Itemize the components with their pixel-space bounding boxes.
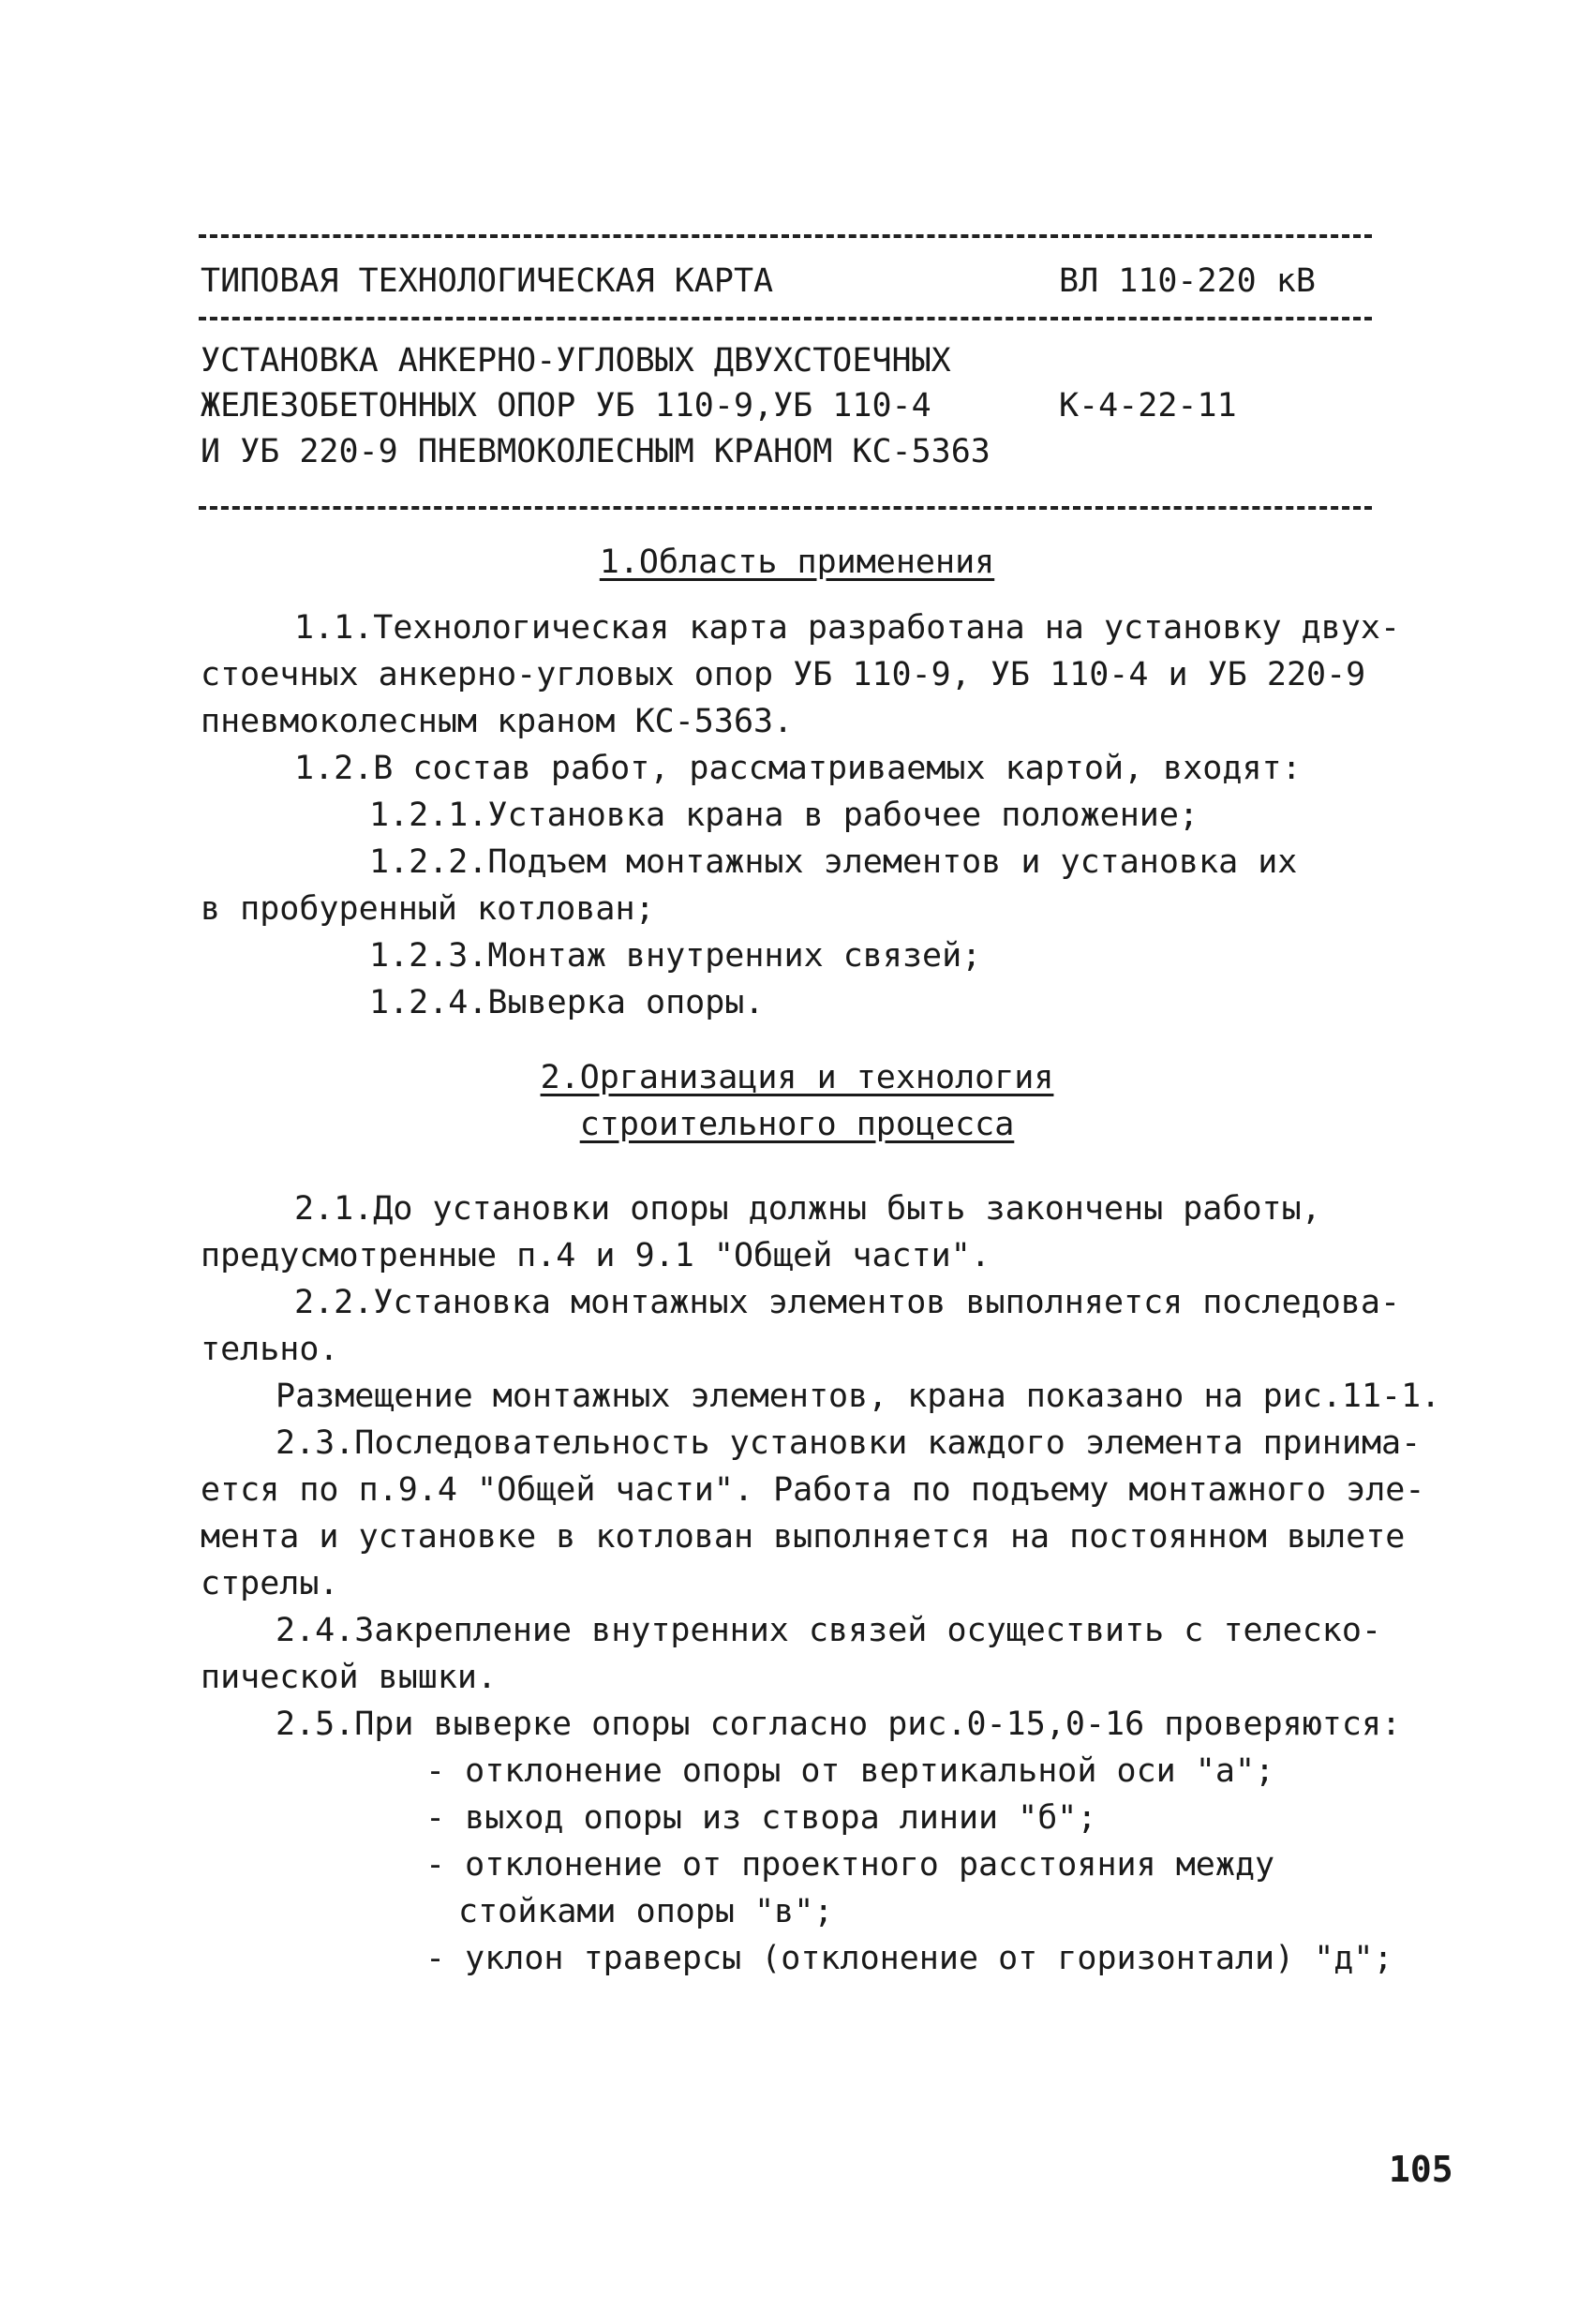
section-1-line: 1.2.3.Монтаж внутренних связей; (369, 937, 982, 975)
section-1-line: 1.1.Технологическая карта разработана на установку двух- (294, 609, 1401, 647)
header-subject-line-2: ЖЕЛЕЗОБЕТОННЫХ ОПОР УБ 110-9,УБ 110-4 (201, 387, 931, 425)
section-2-body (201, 1185, 1441, 1982)
section-2-line: 2.3.Последовательность установки каждого элемента принима- (276, 1424, 1422, 1462)
section-1-line: 1.2.В состав работ, рассматриваемых картой, входят: (294, 750, 1302, 787)
dashed-rule-top (199, 234, 1372, 238)
section-1-line: в пробуренный котлован; (201, 890, 655, 928)
section-1-line: пневмоколесным краном КС-5363. (201, 703, 794, 740)
dashed-rule-bottom (199, 506, 1372, 510)
section-2-line: мента и установке в котлован выполняется на постоянном вылете (201, 1518, 1406, 1556)
header-subject-line-1: УСТАНОВКА АНКЕРНО-УГЛОВЫХ ДВУХСТОЕЧНЫХ (201, 342, 951, 380)
section-2-line: стрелы. (201, 1565, 339, 1602)
section-2-line: предусмотренные п.4 и 9.1 "Общей части". (201, 1237, 991, 1274)
section-2-title-line-1: 2.Организация и технология (540, 1059, 1054, 1096)
section-2-line: 2.1.До установки опоры должны быть закончены работы, (294, 1190, 1321, 1228)
section-2-title-line-2: строительного процесса (579, 1106, 1015, 1143)
section-2-line: ется по п.9.4 "Общей части". Работа по подъему монтажного эле- (201, 1471, 1425, 1509)
header-title: ТИПОВАЯ ТЕХНОЛОГИЧЕСКАЯ КАРТА (201, 262, 774, 300)
section-2-bullet: - уклон траверсы (отклонение от горизонтали) "д"; (425, 1940, 1393, 1977)
section-1-title: 1.Область применения (599, 544, 995, 581)
section-2-line: пической вышки. (201, 1659, 498, 1696)
section-2-bullet: - отклонение опоры от вертикальной оси "а"; (425, 1752, 1275, 1790)
section-2-bullet: - отклонение от проектного расстояния между (425, 1846, 1275, 1884)
section-1-line: 1.2.1.Установка крана в рабочее положение; (369, 797, 1199, 834)
header-subject-line-3: И УБ 220-9 ПНЕВМОКОЛЕСНЫМ КРАНОМ КС-5363 (201, 433, 991, 470)
section-2-line: Размещение монтажных элементов, крана показано на рис.11-1. (276, 1378, 1441, 1415)
section-2-line: 2.5.При выверке опоры согласно рис.0-15,0-16 проверяются: (276, 1706, 1402, 1743)
section-2-line: 2.4.Закрепление внутренних связей осуществить с телеско- (276, 1612, 1382, 1649)
section-2-bullet-continuation: стойками опоры "в"; (458, 1893, 834, 1930)
section-2-line: тельно. (201, 1331, 339, 1368)
section-2-bullet: - выход опоры из створа линии "б"; (425, 1799, 1097, 1837)
header-voltage: ВЛ 110-220 кВ (1059, 262, 1316, 300)
section-1-body (201, 604, 1401, 1026)
section-2-line: 2.2.Установка монтажных элементов выполняется последова- (294, 1284, 1401, 1321)
section-1-line: 1.2.4.Выверка опоры. (369, 984, 765, 1021)
dashed-rule-middle (199, 317, 1372, 320)
section-1-line: 1.2.2.Подъем монтажных элементов и установка их (369, 843, 1298, 881)
header-code: К-4-22-11 (1059, 387, 1237, 425)
page-number: 105 (1389, 2149, 1453, 2190)
section-1-line: стоечных анкерно-угловых опор УБ 110-9, УБ 110-4 и УБ 220-9 (201, 656, 1366, 693)
